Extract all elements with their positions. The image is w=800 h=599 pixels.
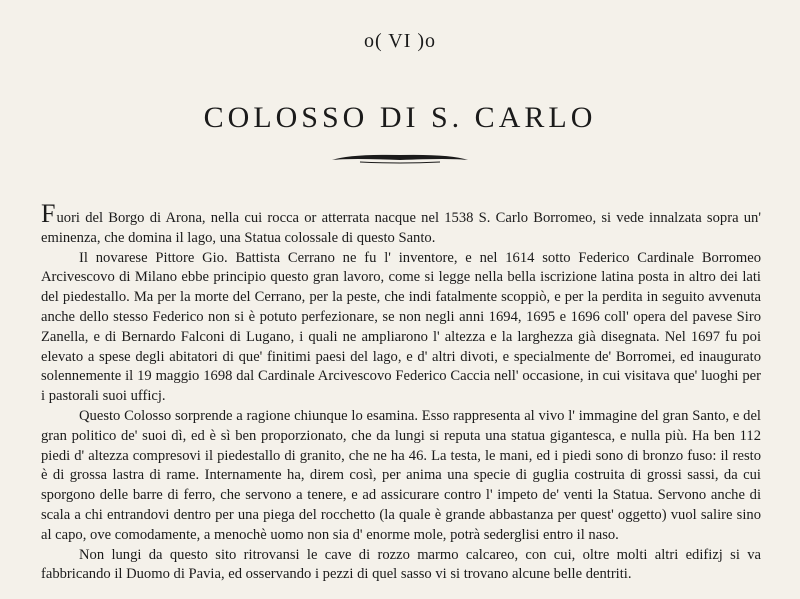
paragraph-2: Il novarese Pittore Gio. Battista Cerrano ne fu l' inventore, e nel 1614 sotto Federico Cardinale Borromeo Arcivescovo di Milano ebbe principio questo gran lavoro, come si legge nella bella iscrizione latina posta in altro dei lati del piedestallo. Ma per la morte del Cerrano, per la peste, che indi fatalmente scoppiò, e per la perdita in seguito avvenuta anche dello stesso Federico non si è potuto perfezionare, se non negli anni 1694, 1695 e 1696 coll' opera del pavese Siro Zanella, e di Bernardo Falconi di Lugano, i quali ne ampliarono l' altezza e la larghezza già disegnata. Nel 1697 fu poi elevato a spese degli abitatori di que' finitimi paesi del lago, e d' altri divoti, e specialmente de' Borromei, ed inaugurato solennemente il 19 maggio 1698 dal Cardinale Arcivescovo Federico Caccia nell' occasione, in cui visitava que' luoghi per i pastorali suoi ufficj. bbox=[41, 249, 761, 405]
paragraph-4: Non lungi da questo sito ritrovansi le cave di rozzo marmo calcareo, con cui, oltre molti altri edifizj si va fabbricando il Duomo di Pavia, ed osservando i pezzi di quel sasso vi si trovano alcune belle dentriti. bbox=[41, 546, 761, 583]
paragraph-3: Questo Colosso sorprende a ragione chiunque lo esamina. Esso rappresenta al vivo l' immagine del gran Santo, e del gran politico de' suoi dì, ed è sì ben proporzionato, che da lungi si reputa una statua gigantesca, e nulla più. Ha ben 112 piedi d' altezza compresovi il piedestallo di granito, che ne ha 46. La testa, le mani, ed i piedi sono di bronzo fuso: il resto è di grossa lastra di rame. Internamente ha, direm così, per anima una specie di guglia costruita di grossi sassi, da cui sporgono delle barre di ferro, che servono a tenere, e ad assicurare contro l' impeto de' venti la Statua. Servono anche di scala a chi entrandovi dentro per una piega del rocchetto (la quale è grande abbastanza per quest' oggetto) vuol salire sino al capo, ove comodamente, a menochè uomo non sia d' enorme mole, potrà sederglisi entro il naso. bbox=[41, 407, 761, 543]
drop-cap: F bbox=[41, 199, 57, 228]
paragraph-1 bbox=[41, 199, 761, 249]
page-number: o( VI )o bbox=[363, 30, 437, 52]
page-title: COLOSSO DI S. CARLO bbox=[203, 101, 597, 134]
paragraph-1-text: uori del Borgo di Arona, nella cui rocca or atterrata nacque nel 1538 S. Carlo Borromeo, si vede innalzata sopra un' eminenza, che domina il lago, una Statua colossale di questo Santo. bbox=[41, 210, 761, 246]
ornamental-rule bbox=[330, 150, 470, 166]
article-body bbox=[41, 199, 761, 585]
